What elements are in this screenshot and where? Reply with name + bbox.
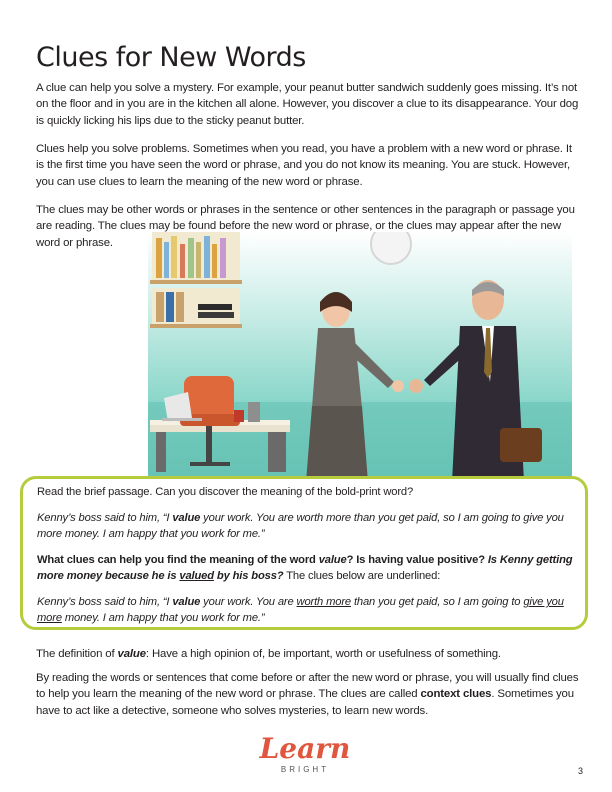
page-title: Clues for New Words <box>36 42 306 73</box>
context-clues-paragraph: By reading the words or sentences that come before or after the new word or phrase, you will usually find clues to help you learn the meaning of the new word or phrase. The clues are called context clues. Sometimes you have to act like a detective, someone who solves mysteries, to learn new words. <box>36 672 579 717</box>
handshake-illustration <box>148 232 572 482</box>
clue-worth-more: worth more <box>296 596 351 608</box>
intro-paragraph-problems: Clues help you solve problems. Sometimes when you read, you have a problem with a new word or phrase. It is the first time you have seen the word or phrase, and you do not know its meaning. You are stuck. However, you can use clues to learn the meaning of the new word or phrase. <box>36 143 572 188</box>
definition-paragraph: The definition of value: Have a high opinion of, be important, worth or usefulness of something. <box>36 648 501 660</box>
example-passage-box <box>20 476 588 630</box>
underlined-passage: Kenny’s boss said to him, “I value your work. You are worth more than you get paid, so I am going to give you more money. I am happy that you work for me.” <box>37 596 564 624</box>
mug-icon <box>234 410 244 422</box>
intro-paragraph-clues: The clues may be other words or phrases in the sentence or other sentences in the paragraph or passage you are reading. The clues may be found before the new word or phrase, or the clues may appear after the new word or phrase. <box>36 204 575 249</box>
intro-paragraph-mystery: A clue can help you solve a mystery. For example, your peanut butter sandwich suddenly goes missing. It’s not on the floor and in you are in the kitchen all alone. However, you discover a clue to its disappearance. Your dog is quickly licking his lips due to the sticky peanut butter. <box>36 82 579 127</box>
example-passage: Kenny’s boss said to him, “I value your work. You are worth more than you get paid, so I am going to give you more money. I am happy that you work for me.” <box>37 512 564 540</box>
box-instruction: Read the brief passage. Can you discover the meaning of the bold-print word? <box>37 486 414 498</box>
bookshelf-icon <box>150 232 242 328</box>
svg-text:Learn: Learn <box>259 732 351 765</box>
briefcase-icon <box>500 428 542 462</box>
clue-give-you-more: give you more <box>37 596 564 624</box>
page-number: 3 <box>578 766 584 776</box>
learn-bright-logo <box>255 728 355 776</box>
wall-clock-icon <box>371 232 411 264</box>
clue-questions: What clues can help you find the meaning of the word value? Is having value positive? Is Kenny getting more money because he is valued by his boss? The clues below are underlined: <box>37 554 573 582</box>
bold-word-value: value <box>172 512 201 524</box>
pencil-cup-icon <box>248 402 260 422</box>
svg-text:BRIGHT: BRIGHT <box>280 765 330 774</box>
